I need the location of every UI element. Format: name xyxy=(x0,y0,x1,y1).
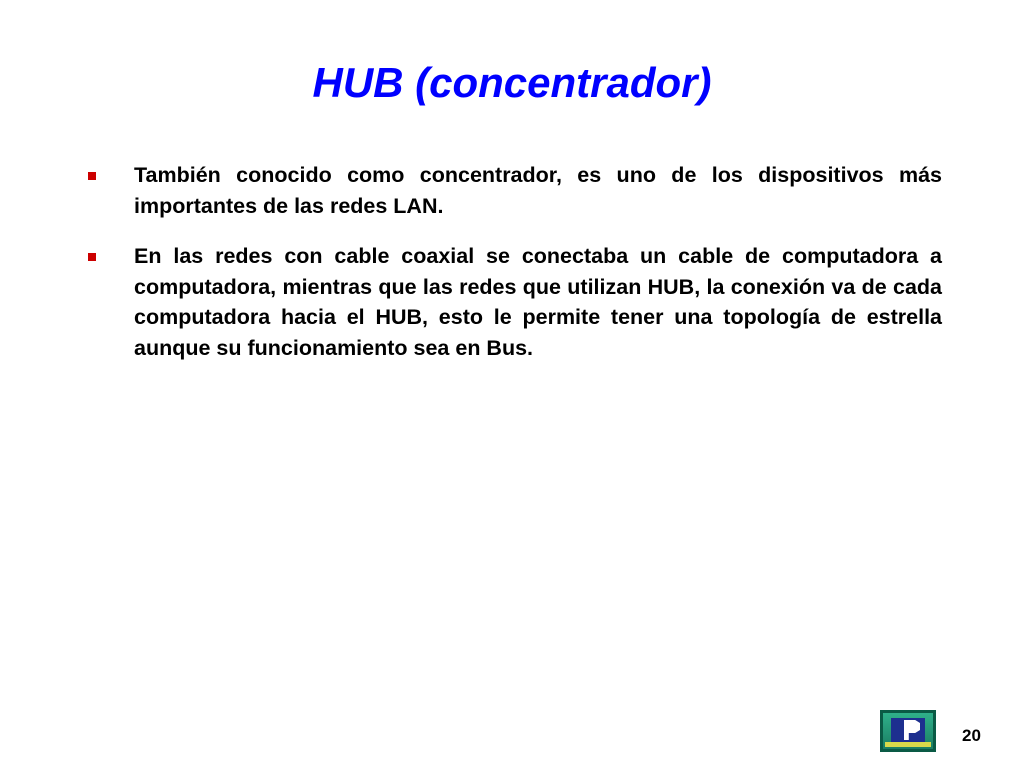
square-bullet-icon xyxy=(88,172,96,180)
bullet-text: En las redes con cable coaxial se conectaba un cable de computadora a computadora, mientras que las redes que utilizan HUB, la conexión va de cada computadora hacia el HUB, esto le permite tener una topología de estrella aunque su funcionamiento sea en Bus. xyxy=(134,244,942,360)
page-number: 20 xyxy=(962,726,981,745)
logo-letter-shape xyxy=(904,720,920,740)
bullet-item xyxy=(82,160,942,221)
logo-strip xyxy=(885,742,931,747)
institution-logo-icon xyxy=(880,710,936,752)
bullet-text: También conocido como concentrador, es uno de los dispositivos más importantes de las redes LAN. xyxy=(134,163,942,218)
bullet-item xyxy=(82,241,942,363)
logo-emblem xyxy=(891,718,925,744)
bullet-list xyxy=(82,160,942,383)
square-bullet-icon xyxy=(88,253,96,261)
slide-title: HUB (concentrador) xyxy=(312,59,712,106)
